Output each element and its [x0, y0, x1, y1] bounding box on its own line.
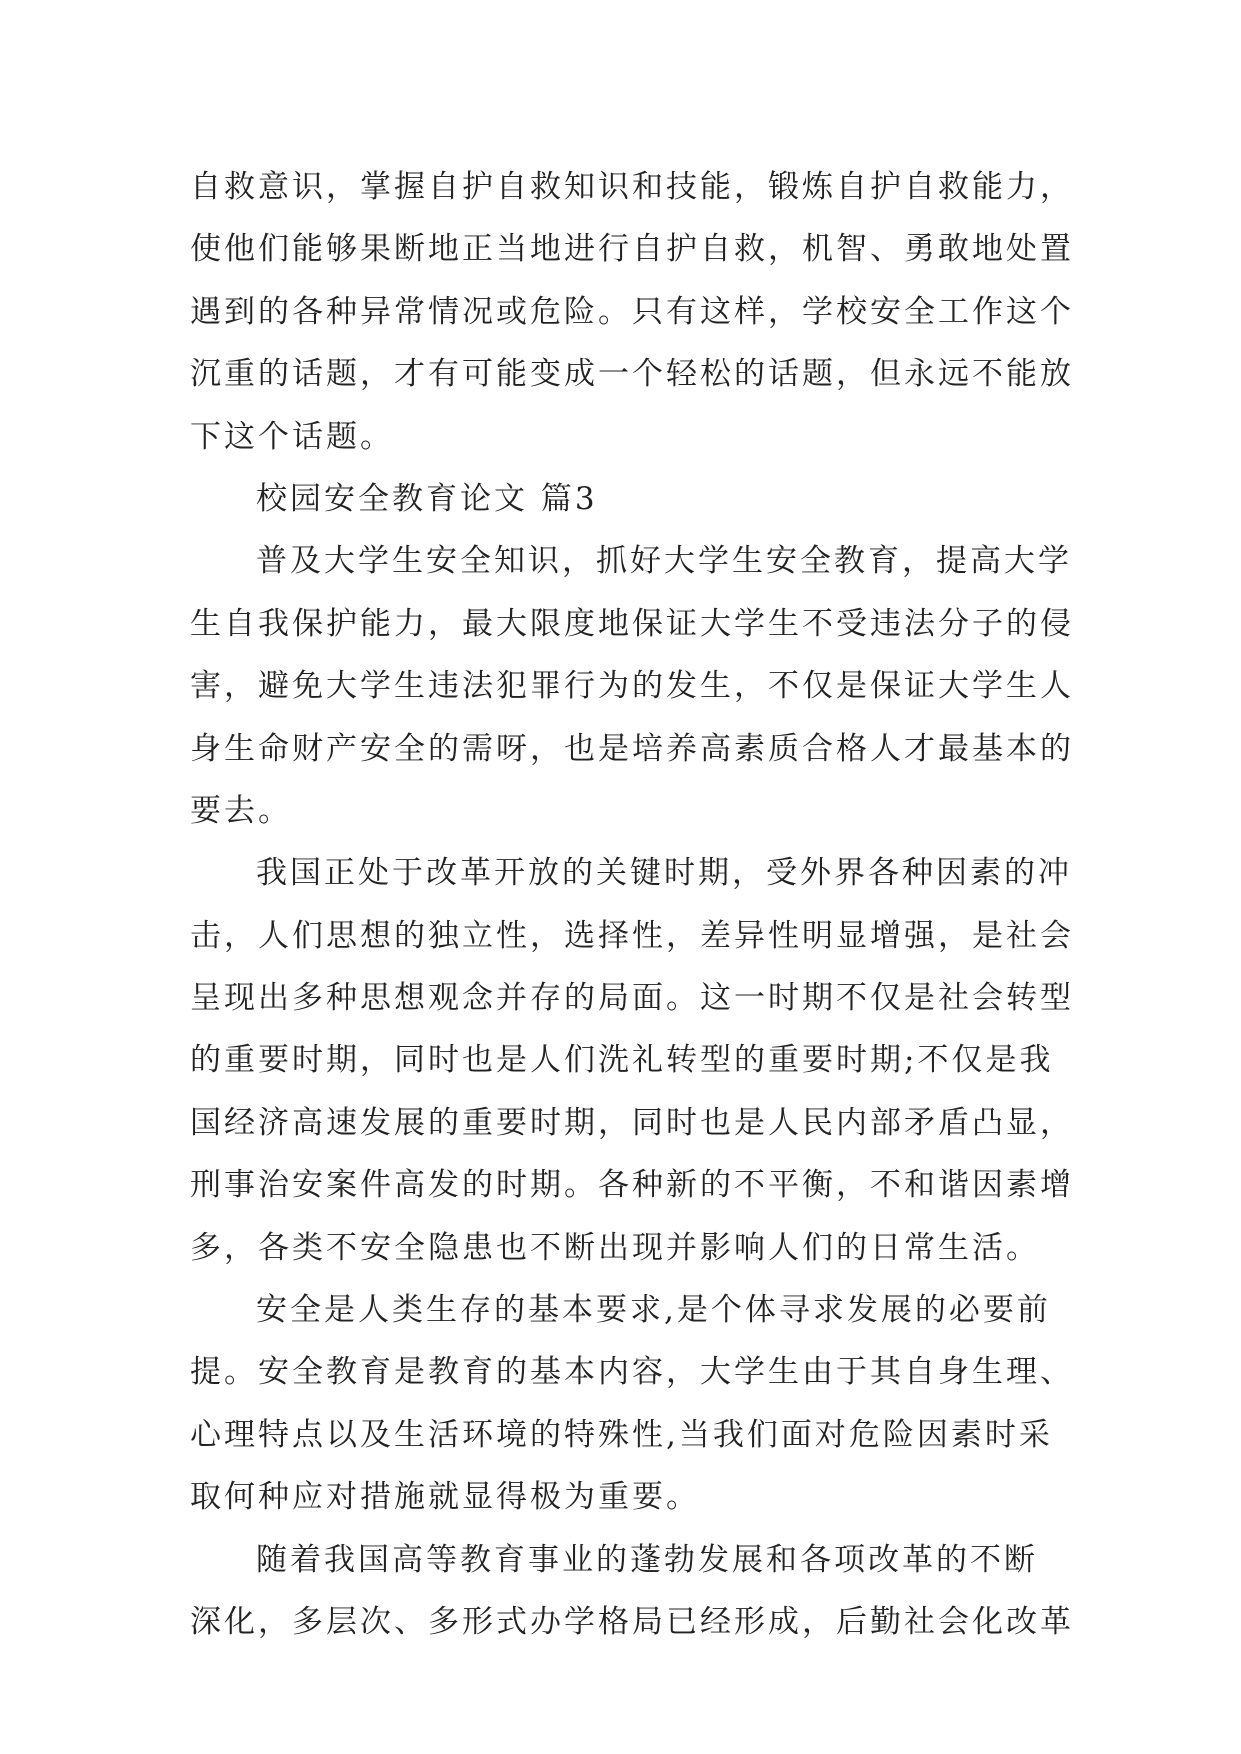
text-line: 提。安全教育是教育的基本内容，大学生由于其自身生理、	[190, 1354, 1074, 1391]
text-line: 刑事治安案件高发的时期。各种新的不平衡，不和谐因素增	[190, 1167, 1074, 1204]
text-line: 安全是人类生存的基本要求,是个体寻求发展的必要前	[256, 1292, 1051, 1329]
text-line: 害，避免大学生违法犯罪行为的发生，不仅是保证大学生人	[190, 668, 1074, 705]
text-line: 击，人们思想的独立性，选择性，差异性明显增强，是社会	[190, 917, 1074, 954]
text-line: 的重要时期，同时也是人们洗礼转型的重要时期;不仅是我	[190, 1042, 1054, 1079]
section-heading: 校园安全教育论文 篇3	[256, 480, 598, 517]
text-line: 普及大学生安全知识，抓好大学生安全教育，提高大学	[256, 543, 1072, 580]
text-line: 我国正处于改革开放的关键时期，受外界各种因素的冲	[256, 855, 1072, 892]
text-line: 身生命财产安全的需呀，也是培养高素质合格人才最基本的	[190, 730, 1074, 767]
text-line: 沉重的话题，才有可能变成一个轻松的话题，但永远不能放	[190, 356, 1074, 393]
text-line: 心理特点以及生活环境的特殊性,当我们面对危险因素时采	[190, 1416, 1053, 1453]
text-line: 呈现出多种思想观念并存的局面。这一时期不仅是社会转型	[190, 980, 1074, 1017]
text-line: 自救意识，掌握自护自救知识和技能，锻炼自护自救能力，	[190, 169, 1074, 205]
text-line: 生自我保护能力，最大限度地保证大学生不受违法分子的侵	[190, 605, 1074, 642]
text-line: 随着我国高等教育事业的蓬勃发展和各项改革的不断	[256, 1541, 1038, 1578]
text-line: 要去。	[190, 792, 292, 829]
text-line: 使他们能够果断地正当地进行自护自救，机智、勇敢地处置	[190, 231, 1074, 268]
text-line: 取何种应对措施就显得极为重要。	[190, 1479, 700, 1516]
text-line: 遇到的各种异常情况或危险。只有这样，学校安全工作这个	[190, 293, 1074, 330]
document-body	[190, 156, 1074, 1653]
text-line: 下这个话题。	[190, 418, 394, 455]
text-line: 多，各类不安全隐患也不断出现并影响人们的日常生活。	[190, 1229, 1040, 1266]
text-line: 国经济高速发展的重要时期，同时也是人民内部矛盾凸显，	[190, 1104, 1074, 1141]
text-line: 深化，多层次、多形式办学格局已经形成，后勤社会化改革	[190, 1603, 1074, 1640]
